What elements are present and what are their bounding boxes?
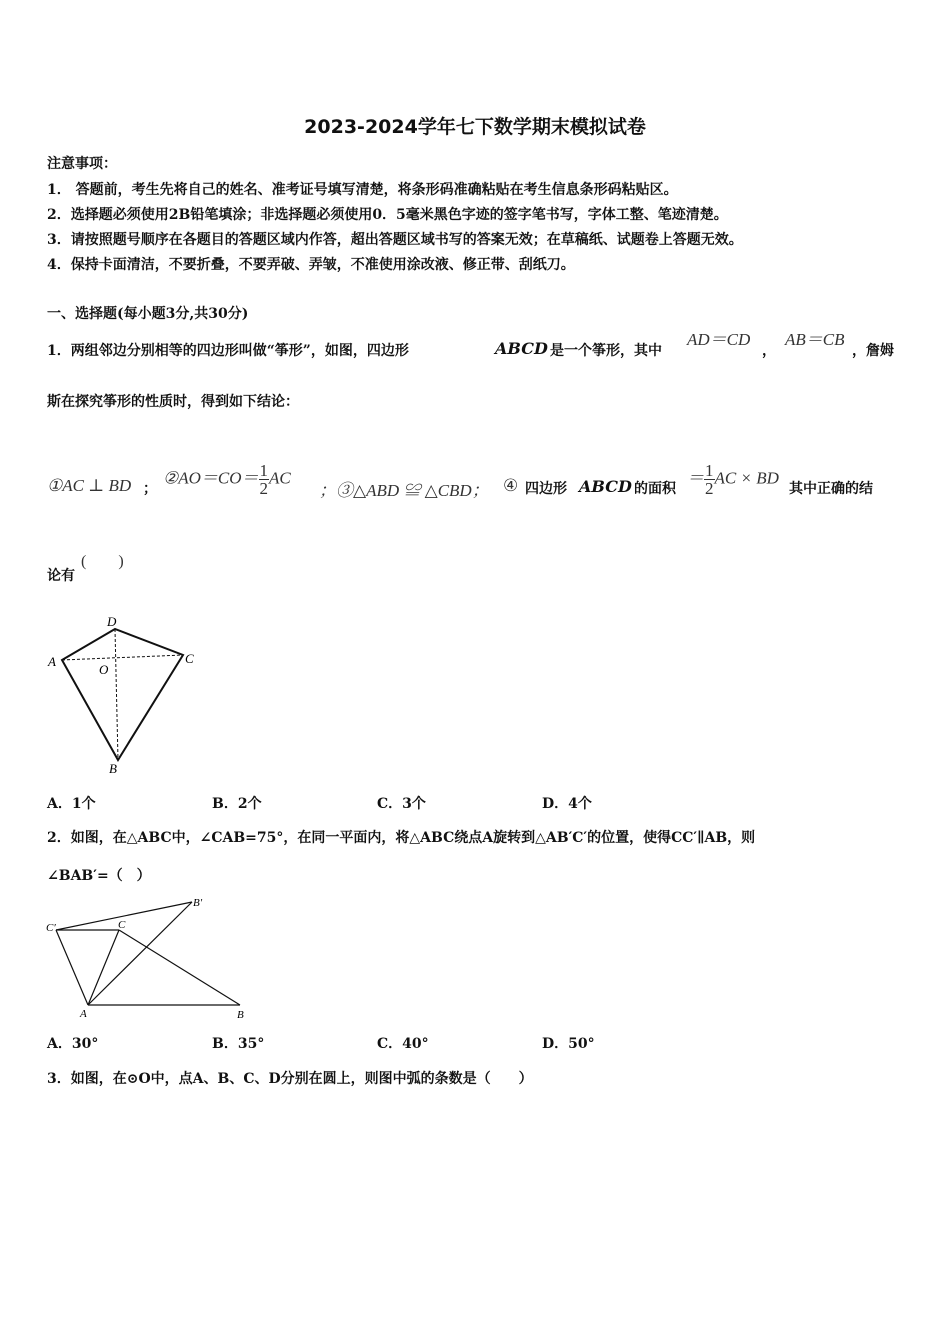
label-a: A (48, 654, 56, 669)
note-item: 4．保持卡面清洁，不要折叠，不要弄破、弄皱，不准使用涂改液、修正带、刮纸刀。 (47, 257, 575, 273)
q1-line2: 斯在探究筝形的性质时，得到如下结论： (47, 394, 299, 410)
notes-heading: 注意事项： (47, 156, 117, 172)
label-o: O (99, 662, 109, 677)
q2-line2: ∠BAB′=（ ） (47, 868, 151, 884)
q1-text: 的面积 (634, 481, 676, 497)
q1-text: ，詹姆 (852, 343, 894, 359)
q1-eq-ab-cb: AB＝CB (785, 330, 845, 349)
q1-text: 论有 (47, 568, 75, 584)
conclusion-4-rhs: AC × BD (714, 468, 779, 488)
segment-c-b (119, 930, 240, 1005)
label-c-prime: C′ (46, 922, 56, 934)
q1-text: 1．两组邻边分别相等的四边形叫做“筝形”，如图，四边形 (47, 343, 409, 359)
conclusion-1: ①AC ⊥ BD (47, 476, 132, 495)
fraction-half (259, 462, 270, 497)
q1-text: 四边形 (525, 481, 567, 497)
equals: ＝ (687, 468, 704, 488)
answer-blank: ( ) (81, 553, 124, 570)
option-a[interactable]: A．30° (47, 1036, 99, 1052)
segment-cprime-a (56, 930, 88, 1005)
label-c: C (185, 651, 194, 666)
fraction-numerator: 1 (259, 461, 269, 480)
note-item: 2．选择题必须使用2B铅笔填涂；非选择题必须使用0．5毫米黑色字迹的签字笔书写，字体工整、笔迹清楚。 (47, 207, 728, 223)
q1-text: 其中正确的结 (789, 481, 873, 497)
label-a: A (80, 1008, 87, 1020)
q1-text: 是一个筝形，其中 (550, 343, 662, 359)
conclusion-2-lhs: ②AO＝CO＝ (163, 468, 259, 488)
q1-line3 (47, 548, 167, 584)
fraction-numerator: 1 (705, 461, 714, 480)
option-d[interactable]: D．4个 (542, 796, 592, 812)
q1-abcd: ABCD (495, 339, 548, 358)
option-d[interactable]: D．50° (542, 1036, 595, 1052)
conclusion-4-formula (687, 462, 779, 497)
label-b: B (237, 1009, 244, 1021)
label-d: D (107, 614, 117, 629)
option-c[interactable]: C．3个 (377, 796, 426, 812)
q1-conclusions (47, 448, 907, 498)
kite-outline (62, 629, 183, 760)
kite-figure (40, 608, 210, 778)
note-item: 1． 答题前，考生先将自己的姓名、准考证号填写清楚，将条形码准确粘贴在考生信息条形码粘贴区。 (47, 182, 678, 198)
segment-c-a (88, 930, 119, 1005)
option-c[interactable]: C．40° (377, 1036, 429, 1052)
option-a[interactable]: A．1个 (47, 796, 96, 812)
section-heading: 一、选择题(每小题3分,共30分) (47, 306, 249, 322)
rotation-figure (40, 893, 260, 1028)
q2-line1: 2．如图，在△ABC中，∠CAB=75°，在同一平面内，将△ABC绕点A旋转到△AB′C′的位置，使得CC′∥AB，则 (47, 830, 756, 846)
label-b-prime: B′ (193, 897, 203, 909)
label-c: C (118, 919, 126, 931)
page-title: 2023-2024学年七下数学期末模拟试卷 (304, 116, 646, 138)
q1-line1 (47, 324, 907, 360)
q3-line1: 3．如图，在⊙O中，点A、B、C、D分别在圆上，则图中弧的条数是（ ） (47, 1071, 533, 1087)
option-b[interactable]: B．2个 (212, 796, 262, 812)
diagonal-bd (115, 629, 118, 760)
note-item: 3．请按照题号顺序在各题目的答题区域内作答，超出答题区域书写的答案无效；在草稿纸、试题卷上答题无效。 (47, 232, 743, 248)
q1-eq-ad-cd: AD＝CD (687, 330, 751, 349)
conclusion-3: ；③△ABD ≌ △CBD； (319, 481, 489, 500)
conclusion-2-rhs: AC (269, 468, 291, 488)
q1-comma: ， (762, 343, 776, 359)
semicolon: ； (143, 481, 157, 497)
fraction-denominator: 2 (705, 479, 714, 498)
option-b[interactable]: B．35° (212, 1036, 265, 1052)
conclusion-4-num: ④ (503, 476, 519, 495)
segment-a-bprime (88, 902, 192, 1005)
fraction-denominator: 2 (259, 479, 269, 498)
diagonal-ac (62, 655, 183, 660)
fraction-half (704, 462, 715, 497)
label-b: B (109, 761, 117, 776)
conclusion-2 (163, 462, 291, 497)
q1-abcd: ABCD (579, 477, 632, 496)
